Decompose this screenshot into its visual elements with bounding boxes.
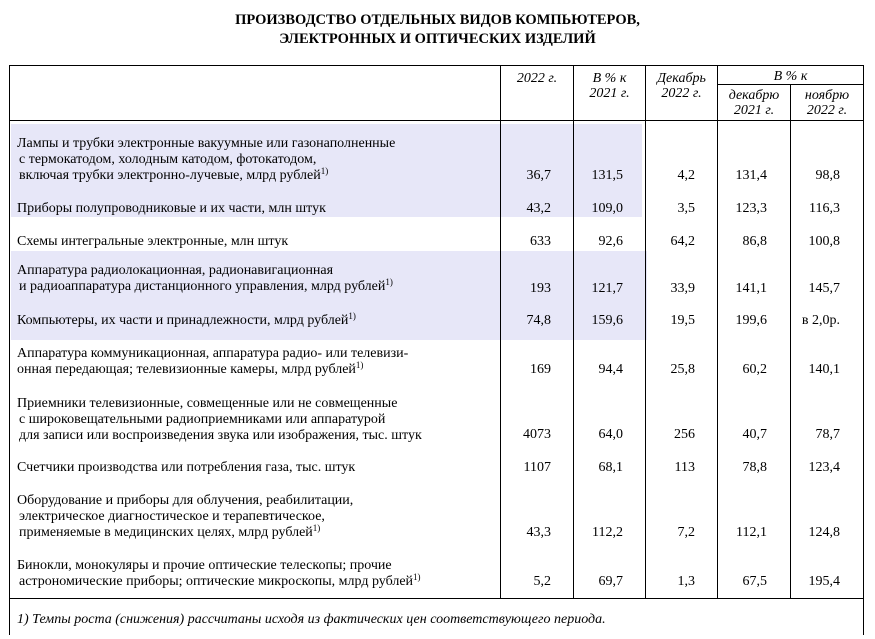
header-subgroup-line [717,84,863,85]
cell-pct_nov2022: 116,3 [809,201,840,216]
cell-pct2021: 112,2 [592,525,623,540]
row-label-line: Аппаратура радиолокационная, радионавигационная [17,263,334,278]
cell-pct_nov2022: в 2,0р. [801,313,840,328]
row-label-line: Бинокли, монокуляры и прочие оптические телескопы; прочие [17,558,392,573]
row-label-line: Приемники телевизионные, совмещенные или не совмещенные [17,396,398,411]
header-col-2022: 2022 г. [516,71,558,86]
title-line-1: ПРОИЗВОДСТВО ОТДЕЛЬНЫХ ВИДОВ КОМПЬЮТЕРОВ, [235,12,640,28]
row-label-line: Компьютеры, их части и принадлежности, млрд рублей$^{1)}$ [17,311,356,328]
cell-v2022: 633 [530,234,551,249]
row-label-line: применяемые в медицинских целях, млрд рублей$^{1)}$ [19,523,321,540]
row-label-line: включая трубки электронно-лучевые, млрд рублей$^{1)}$ [19,166,329,183]
row-label [17,136,395,184]
header-col-pct-group: В % к [773,69,808,84]
cell-v2022: 1107 [523,460,551,475]
header-col-nov-2022: ноябрю 2022 г. [804,88,850,118]
cell-pct2021: 109,0 [591,201,623,216]
row-label-line: с широковещательными радиоприемниками или аппаратурой [19,412,386,427]
cell-v2022: 193 [530,281,551,296]
row-label-line: и радиоаппаратура дистанционного управления, млрд рублей$^{1)}$ [19,277,393,294]
row-label [17,201,326,217]
cell-dec2022: 19,5 [670,313,695,328]
footnote-ref: 1) [355,360,364,370]
cell-dec2022: 33,9 [670,281,695,296]
col-sep-2 [573,66,574,598]
header-col-pct-2021: В % к 2021 г. [589,71,630,101]
cell-pct2021: 92,6 [598,234,623,249]
title-line-2: ЭЛЕКТРОННЫХ И ОПТИЧЕСКИХ ИЗДЕЛИЙ [279,31,596,47]
row-label-line: для записи или воспроизведения звука или изображения, тыс. штук [19,428,422,443]
cell-pct_nov2022: 124,8 [808,525,840,540]
cell-pct_dec2021: 60,2 [742,362,767,377]
cell-dec2022: 7,2 [677,525,695,540]
row-label-line: онная передающая; телевизионные камеры, млрд рублей$^{1)}$ [17,360,364,377]
cell-pct2021: 68,1 [598,460,623,475]
cell-dec2022: 113 [674,460,695,475]
cell-v2022: 43,2 [526,201,551,216]
cell-pct2021: 131,5 [591,168,623,183]
cell-pct_dec2021: 78,8 [742,460,767,475]
col-sep-1 [500,66,501,598]
row-label-line: Аппаратура коммуникационная, аппаратура радио- или телевизи- [17,346,409,361]
cell-pct_dec2021: 131,4 [735,168,767,183]
cell-dec2022: 4,2 [677,168,695,183]
cell-pct_dec2021: 86,8 [742,234,767,249]
col-sep-4 [717,66,718,598]
cell-pct2021: 69,7 [598,574,623,589]
row-label-line: Лампы и трубки электронные вакуумные или газонаполненные [17,136,396,151]
header-col-dec-2022: Декабрь 2022 г. [657,71,706,101]
cell-pct2021: 64,0 [598,427,623,442]
row-label [17,558,421,590]
cell-v2022: 4073 [523,427,551,442]
footnote-ref: 1) [413,572,421,582]
cell-dec2022: 25,8 [670,362,695,377]
cell-pct_nov2022: 123,4 [808,460,840,475]
row-label [17,493,353,541]
row-label [17,234,288,250]
row-label-line: электрическое диагностическое и терапевтическое, [19,509,325,524]
cell-pct_dec2021: 141,1 [735,281,767,296]
cell-v2022: 5,2 [533,574,551,589]
row-label-line: Счетчики производства или потребления газа, тыс. штук [17,460,356,475]
cell-pct_dec2021: 123,3 [735,201,767,216]
cell-v2022: 74,8 [526,313,551,328]
row-label-line: Приборы полупроводниковые и их части, млн штук [17,201,326,216]
row-label [17,396,422,444]
footnote-ref: 1) [385,277,393,287]
header-col-dec-2021: декабрю 2021 г. [728,88,780,118]
row-label-line: астрономические приборы; оптические микроскопы, млрд рублей$^{1)}$ [19,572,421,589]
cell-pct_nov2022: 98,8 [815,168,840,183]
cell-dec2022: 3,5 [677,201,695,216]
cell-v2022: 43,3 [526,525,551,540]
footnote: 1) Темпы роста (снижения) рассчитаны исходя из фактических цен соответствующего периода. [17,612,606,627]
header-bottom-line [10,120,863,121]
col-sep-5 [790,85,791,598]
row-label [17,313,356,329]
cell-pct_dec2021: 112,1 [736,525,767,540]
cell-dec2022: 64,2 [670,234,695,249]
row-label [17,346,408,378]
page-title [0,11,875,49]
row-label-line: с термокатодом, холодным катодом, фотокатодом, [19,152,317,167]
cell-dec2022: 1,3 [677,574,695,589]
cell-pct_nov2022: 195,4 [808,574,840,589]
col-sep-3 [645,66,646,598]
cell-pct2021: 159,6 [591,313,623,328]
row-label-line: Оборудование и приборы для облучения, реабилитации, [17,493,354,508]
footnote-ref: 1) [320,166,329,176]
cell-pct_dec2021: 199,6 [735,313,767,328]
footnote-ref: 1) [312,523,321,533]
body-bottom-line [10,598,863,599]
cell-pct_nov2022: 100,8 [808,234,840,249]
row-label [17,460,355,476]
cell-v2022: 36,7 [526,168,551,183]
cell-pct_nov2022: 145,7 [808,281,840,296]
cell-dec2022: 256 [674,427,695,442]
cell-pct_dec2021: 67,5 [742,574,767,589]
row-label-line: Схемы интегральные электронные, млн штук [17,234,289,249]
row-label [17,263,393,295]
cell-pct_nov2022: 140,1 [808,362,840,377]
footnote-ref: 1) [348,311,356,321]
cell-pct_nov2022: 78,7 [815,427,840,442]
cell-v2022: 169 [530,362,551,377]
cell-pct_dec2021: 40,7 [742,427,767,442]
cell-pct2021: 121,7 [591,281,623,296]
cell-pct2021: 94,4 [598,362,623,377]
